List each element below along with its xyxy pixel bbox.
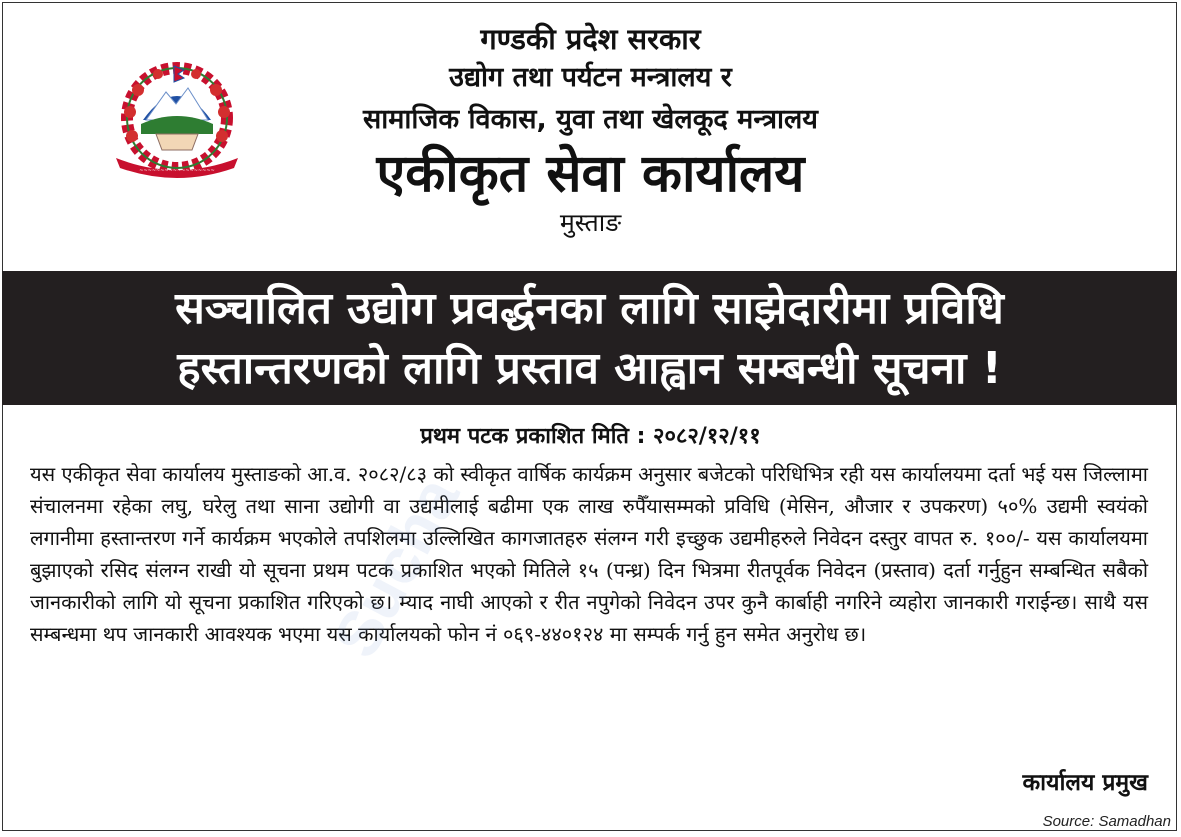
source-credit: Source: Samadhan [1042, 813, 1171, 830]
ministry-line-2: सामाजिक विकास, युवा तथा खेलकूद मन्त्रालय [363, 104, 818, 135]
notice-title-banner [2, 271, 1177, 405]
watermark: Sucha [319, 465, 473, 669]
office-location: मुस्ताङ [559, 208, 622, 237]
notice-title-line-1: सञ्चालित उद्योग प्रवर्द्धनका लागि साझेदारीमा प्रविधि [175, 283, 1004, 334]
office-title: एकीकृत सेवा कार्यालय [376, 144, 805, 204]
notice-title-line-2: हस्तान्तरणको लागि प्रस्ताव आह्वान सम्बन्धी सूचना ! [177, 343, 1002, 394]
notice-body: यस एकीकृत सेवा कार्यालय मुस्ताङको आ.व. २०८२/८३ को स्वीकृत वार्षिक कार्यक्रम अनुसार बजेटको परिधिभित्र रही यस कार्यालयमा दर्ता भई यस जिल्लामा संचालनमा रहेका लघु, घरेलु तथा साना उद्योगी वा उद्यमीलाई बढीमा एक लाख रुपैँयासम्मको प्रविधि (मेसिन, औजार र उपकरण) ५०% उद्यमी स्वयंको लगानीमा हस्तान्तरण गर्ने कार्यक्रम भएकोले तपशिलमा उल्लिखित कागजातहरु संलग्न गरी इच्छुक उद्यमीहरुले निवेदन दस्तुर वापत रु. १००/- यस कार्यालयमा बुझाएको रसिद संलग्न राखी यो सूचना प्रथम पटक प्रकाशित भएको मितिले १५ (पन्ध्र) दिन भित्रमा रीतपूर्वक निवेदन (प्रस्ताव) दर्ता गर्नुहुन सम्बन्धित सबैको जानकारीको लागि यो सूचना प्रकाशित गरिएको छ। म्याद नाघी आएको र रीत नपुगेको निवेदन उपर कुनै कार्बाही नगरिने व्यहोरा जानकारी गराईन्छ। साथै यस सम्बन्धमा थप जानकारी आवश्यक भएमा यस कार्यालयको फोन नं ०६९-४४०१२४ मा सम्पर्क गर्नु हुन समेत अनुरोध छ। [30, 462, 1148, 646]
publication-date: प्रथम पटक प्रकाशित मिति : २०८२/१२/११ [420, 424, 761, 449]
header [0, 20, 1181, 240]
ministry-line-1: उद्योग तथा पर्यटन मन्त्रालय र [449, 62, 732, 93]
svg-text:~~~~~~~~~~~~~~~~~~: ~~~~~~~~~~~~~~~~~~ [139, 168, 215, 174]
signature-office-chief: कार्यालय प्रमुख [1022, 770, 1148, 796]
province-government-title: गण्डकी प्रदेश सरकार [480, 22, 701, 56]
